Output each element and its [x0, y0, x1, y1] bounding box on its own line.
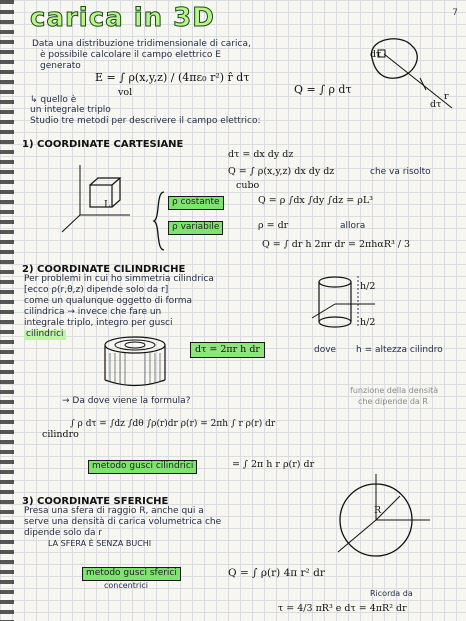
- cube-axes-sketch: [60, 160, 140, 235]
- sphere-dtau-label: dτ: [370, 49, 382, 60]
- sphere-r-label: r: [444, 91, 449, 102]
- rho-constant-result: Q = ρ ∫dx ∫dy ∫dz = ρL³: [258, 195, 373, 206]
- sph-line-4: LA SFERA È SENZA BUCHI: [48, 539, 152, 548]
- cyl-line-4: cilindrica → invece che fare un: [24, 307, 162, 317]
- cyl-shell-method-result: = ∫ 2π h r ρ(r) dr: [232, 459, 315, 470]
- allora-note: allora: [340, 221, 366, 231]
- rho-variable-eq: ρ = dr: [258, 220, 289, 231]
- sphere-dtau-label-2: dτ: [430, 99, 442, 110]
- quello-note: ↳ quello è: [30, 95, 77, 105]
- intro-line-2: è possibile calcolare il campo elettrico E: [40, 50, 221, 60]
- sph-line-1: Presa una sfera di raggio R, anche qui a: [24, 506, 204, 516]
- cube-side-label: L: [104, 199, 111, 210]
- triple-integral-note: un integrale triplo: [30, 105, 111, 115]
- charge-blob-sketch: [352, 28, 462, 118]
- sphere-radius-label: R: [374, 505, 382, 516]
- vol-label: vol: [118, 87, 133, 98]
- brace: [152, 190, 166, 252]
- density-function-note-1: funzione della densità: [350, 386, 439, 395]
- page-number: 7: [452, 8, 458, 18]
- intro-line-3: generato: [40, 61, 81, 71]
- rho-variable-highlight: ρ variabile: [168, 221, 223, 235]
- ricorda-note: Ricorda da: [370, 589, 413, 598]
- cartesian-heading: 1) COORDINATE CARTESIANE: [22, 139, 184, 150]
- page-title: carica in 3D: [30, 3, 215, 33]
- cyl-integral-derivation: ∫ ρ dτ = ∫dz ∫dθ ∫ρ(r)dr ρ(r) = 2πh ∫ r ρ(r) dr: [70, 419, 276, 429]
- cyl-line-2: [ecco ρ(r,θ,z) dipende solo da r]: [24, 285, 169, 295]
- cyl-shell-method-highlight: metodo gusci cilindrici: [88, 460, 197, 474]
- sph-line-2: serve una densità di carica volumetrica che: [24, 517, 222, 527]
- density-function-note-2: che dipende da R: [358, 397, 428, 406]
- cyl-line-3: come un qualunque oggetto di forma: [24, 296, 193, 306]
- cyl-line-6: cilindrici: [26, 329, 64, 339]
- ricorda-formula: τ = 4/3 πR³ e dτ = 4πR² dr: [278, 603, 407, 614]
- intro-line-1: Data una distribuzione tridimensionale di carica,: [32, 39, 251, 49]
- sph-shell-method-line-2: concentrici: [104, 581, 149, 590]
- sph-shell-method-highlight: metodo gusci sferici: [82, 567, 181, 581]
- cyl-line-1: Per problemi in cui ho simmetria cilindrica: [24, 274, 214, 284]
- h-definition: h = altezza cilindro: [356, 345, 443, 355]
- cyl-dtau-box: dτ = 2πr h dr: [190, 342, 265, 358]
- cartesian-note: che va risolto: [370, 167, 431, 177]
- spiral-binding: [0, 0, 14, 621]
- spherical-heading: 3) COORDINATE SFERICHE: [22, 496, 169, 507]
- total-charge-formula: Q = ∫ ρ dτ: [294, 83, 352, 96]
- sph-line-3: dipende solo da r: [24, 528, 103, 538]
- cyl-h-half-top: h/2: [360, 281, 376, 292]
- field-formula: E = ∫ ρ(x,y,z) / (4πε₀ r²) r̂ dτ: [95, 71, 250, 84]
- sph-shell-method-result: Q = ∫ ρ(r) 4π r² dr: [228, 567, 325, 579]
- rho-constant-highlight: ρ costante: [168, 196, 224, 210]
- cylindrical-heading: 2) COORDINATE CILINDRICHE: [22, 264, 186, 275]
- cylindrical-shells-sketch: [100, 335, 170, 390]
- cyl-h-half-bottom: h/2: [360, 317, 376, 328]
- cyl-line-5: integrale triplo, integro per gusci: [24, 318, 173, 328]
- rho-variable-result: Q = ∫ dr h 2πr dr = 2πhαR³ / 3: [262, 239, 411, 250]
- methods-intro: Studio tre metodi per descrivere il campo elettrico:: [30, 116, 261, 126]
- cartesian-dtau: dτ = dx dy dz: [228, 149, 294, 160]
- formula-origin-question: → Da dove viene la formula?: [62, 396, 191, 406]
- cilindro-label: cilindro: [42, 429, 79, 440]
- dove-label: dove: [314, 345, 337, 355]
- cartesian-cubo-label: cubo: [236, 180, 260, 191]
- cartesian-charge: Q = ∫ ρ(x,y,z) dx dy dz: [228, 166, 335, 177]
